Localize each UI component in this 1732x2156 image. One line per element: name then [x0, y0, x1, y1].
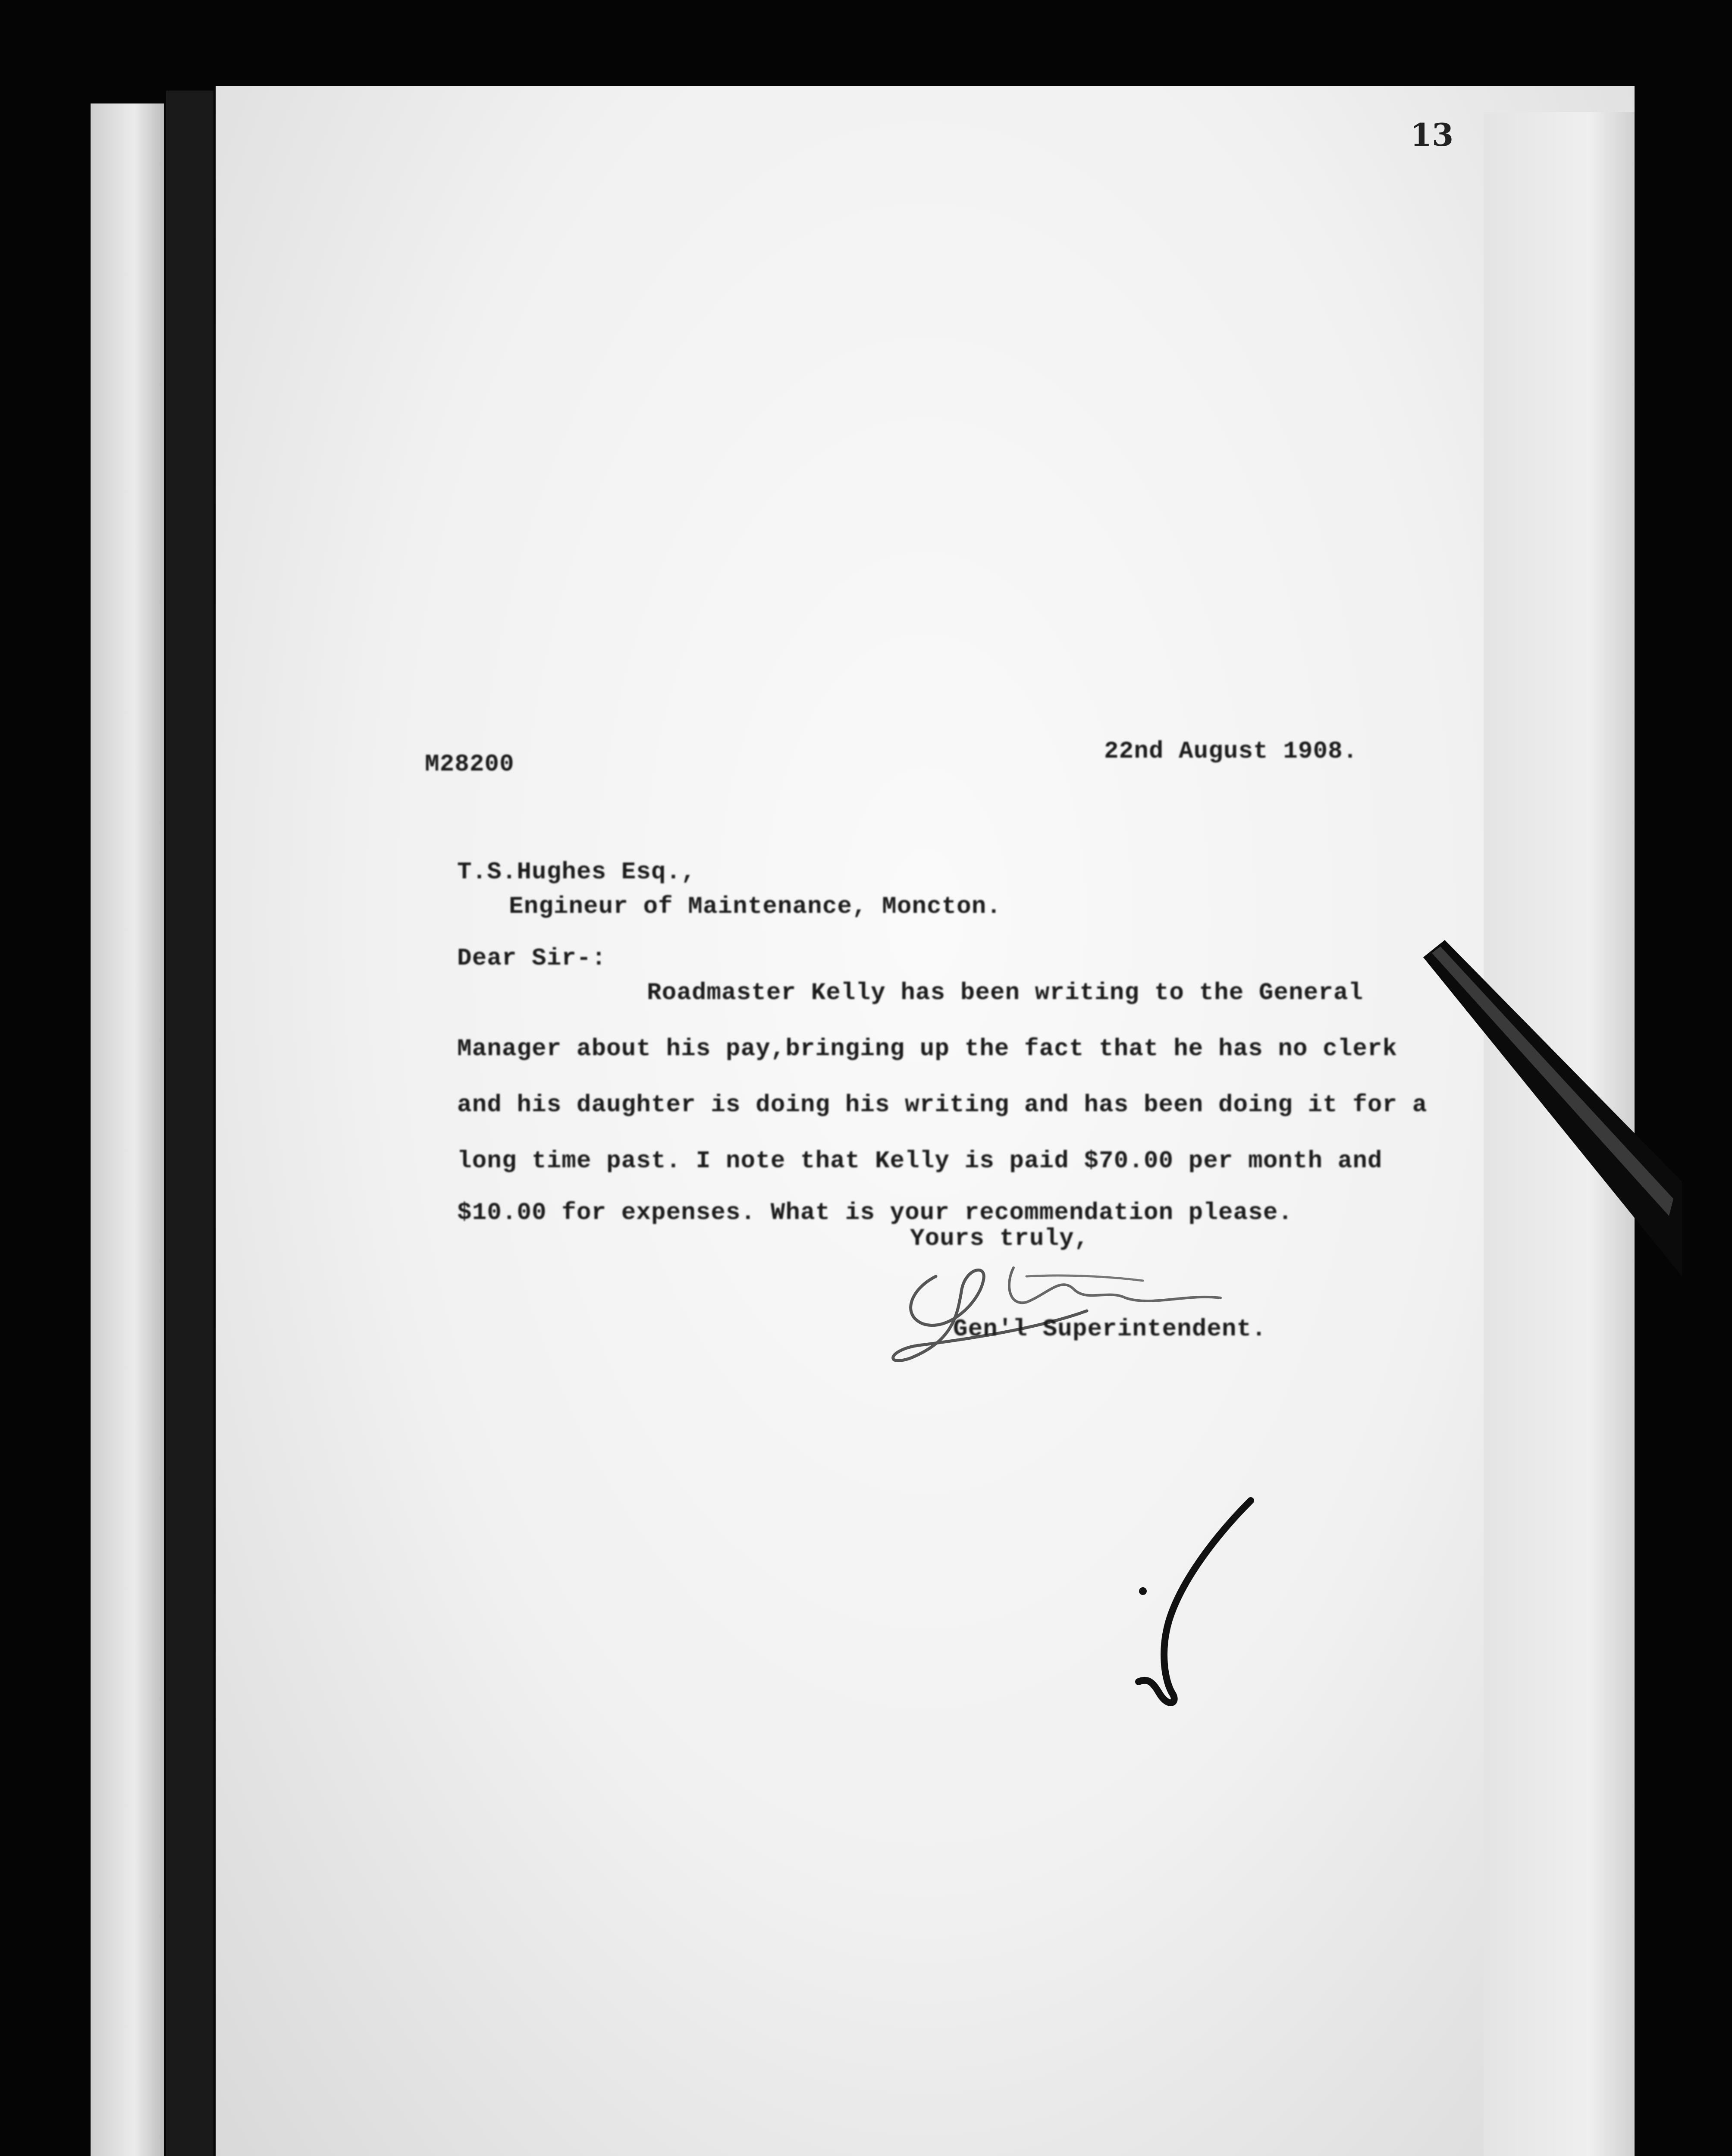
letter-date: 22nd August 1908. [1104, 737, 1358, 765]
letter-body-line: Roadmaster Kelly has been writing to the General [647, 979, 1364, 1006]
film-edge-strip [91, 103, 164, 2156]
letter-body-line: Manager about his pay,bringing up the fact that he has no clerk [457, 1035, 1398, 1062]
page-number: 13 [1410, 116, 1454, 153]
letter-body-line: and his daughter is doing his writing and has been doing it for a [457, 1091, 1428, 1119]
letter-body-line: $10.00 for expenses. What is your recommendation please. [457, 1199, 1293, 1226]
letter-salutation: Dear Sir-: [457, 944, 607, 972]
letter-body-line: long time past. I note that Kelly is paid $70.00 per month and [457, 1147, 1383, 1175]
letter-addressee-title: Engineur of Maintenance, Moncton. [509, 893, 1001, 920]
letter-signer-title: Gen'l Superintendent. [953, 1315, 1267, 1343]
handwritten-signature [884, 1250, 1294, 1371]
letter-reference: M28200 [425, 750, 515, 778]
letter-addressee: T.S.Hughes Esq., [457, 858, 696, 886]
pen-tip [1415, 940, 1682, 1276]
check-mark [1113, 1492, 1268, 1716]
letter-closing: Yours truly, [910, 1225, 1089, 1252]
page-binding-shadow [166, 91, 213, 2156]
